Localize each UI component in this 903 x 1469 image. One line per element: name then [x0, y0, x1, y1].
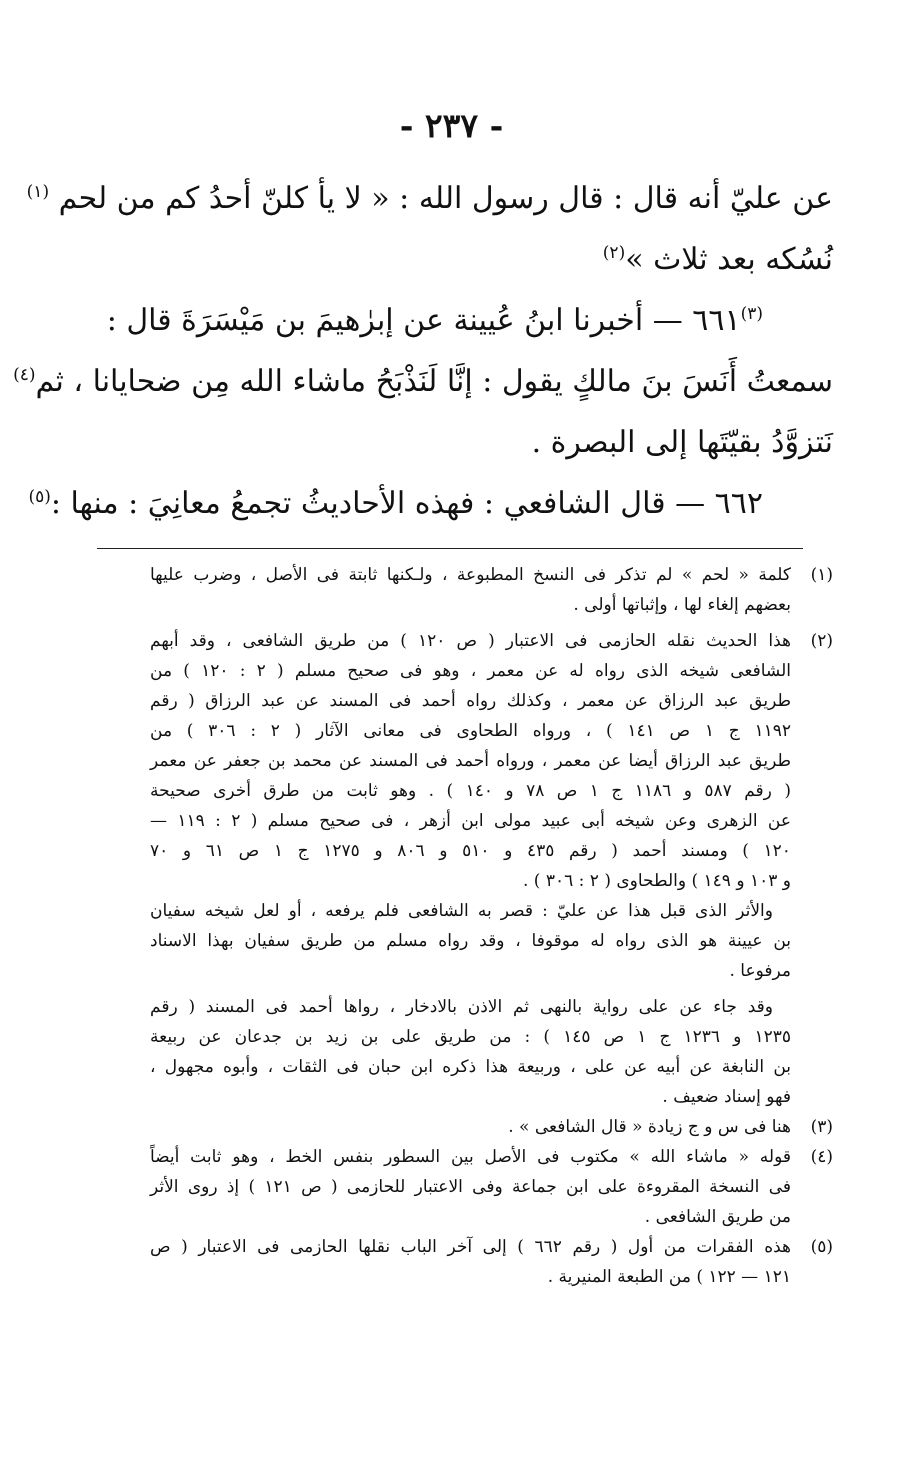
footnote-2-para3-line-3: بن النابغة عن أبيه عن على ، وربيعة هذا ذكره ابن حبان فى الثقات ، وأبوه مجهول ، — [150, 1057, 791, 1077]
footnote-2-line-9: و ١٠٣ و ١٤٩ ) والطحاوى ( ٢ : ٣٠٦ ) . — [522, 871, 791, 891]
footnote-5-line-2: ١٢١ — ١٢٢ ) من الطبعة المنيرية . — [547, 1267, 791, 1287]
main-line-3-text: ٦٦١ — أخبرنا ابنُ عُيينة عن إبرٰهيمَ بن مَيْسَرَةَ قال : — [106, 303, 741, 338]
main-line-2-text: نُسُكه بعد ثلاث » — [625, 242, 833, 277]
footnote-5-number: (٥) — [810, 1237, 833, 1257]
main-line-1-text: عن عليّ أنه قال : قال رسول الله : « لا يأ كلنّ أحدُ كم من لحم — [58, 181, 833, 216]
footnote-2-line-8: ١٢٠ ) ومسند أحمد ( رقم ٤٣٥ و ٥١٠ و ٨٠٦ و ١٢٧٥ ج ١ ص ٦١ و ٧٠ — [150, 841, 791, 861]
main-line-4-text: سمعتُ أَنَسَ بنَ مالكٍ يقول : إنَّا لَنَذْبَحُ ماشاء الله مِن ضحايانا ، ثم — [35, 364, 833, 399]
footnote-2-line-7: عن الزهرى وعن شيخه أبى عبيد مولى ابن أزهر ، فى صحيح مسلم ( ٢ : ١١٩ — — [150, 811, 792, 831]
footnotes — [150, 560, 833, 1292]
footnote-4 — [150, 1142, 833, 1172]
footnote-1 — [150, 560, 833, 590]
footnote-3-line-1: هنا فى س و ج زيادة « قال الشافعى » . — [508, 1117, 791, 1137]
footnote-2-line-4: ١١٩٢ ج ١ ص ١٤١ ) ، ورواه الطحاوى فى معانى الآثار ( ٢ : ٣٠٦ ) من — [150, 721, 791, 741]
footnote-4-line-2: فى النسخة المقروءة على ابن جماعة وفى الاعتبار للحازمى ( ص ١٢١ ) إذ روى الأثر — [150, 1177, 792, 1197]
footnote-marker-1: (١) — [26, 182, 50, 202]
footnote-marker-2: (٢) — [602, 243, 626, 263]
page-number: - ٢٣٧ - — [399, 106, 504, 145]
footnote-5 — [150, 1232, 833, 1262]
footnote-3-number: (٣) — [810, 1117, 833, 1137]
footnote-2-para3-line-1: وقد جاء عن على رواية بالنهى ثم الاذن بالادخار ، رواها أحمد فى المسند ( رقم — [150, 997, 773, 1017]
footnote-marker-3: (٣) — [740, 304, 763, 324]
footnote-2-para2-line-1: والأثر الذى قبل هذا عن عليّ : قصر به الشافعى فلم يرفعه ، أو لعل شيخه سفيان — [150, 901, 773, 921]
footnote-4-number: (٤) — [810, 1147, 833, 1167]
footnote-2-line-5: طريق عبد الرزاق أيضا عن معمر ، ورواه أحمد فى المسند عن محمد بن جعفر عن معمر — [150, 751, 791, 771]
footnote-2 — [150, 626, 833, 656]
footnote-marker-5: (٥) — [28, 487, 51, 507]
main-line-6-text: ٦٦٢ — قال الشافعي : فهذه الأحاديثُ تجمعُ معانِيَ : منها : — [50, 486, 763, 521]
footnote-1-line-1: كلمة « لحم » لم تذكر فى النسخ المطبوعة ، ولـكنها ثابتة فى الأصل ، وضرب عليها — [150, 565, 791, 585]
main-line-1 — [26, 168, 833, 229]
footnote-separator — [97, 548, 803, 549]
footnote-2-line-3: طريق عبد الرزاق عن معمر ، وكذلك رواه أحمد فى المسند عن عبد الرزاق ( رقم — [150, 691, 791, 711]
footnote-2-para2-line-2: بن عيينة هو الذى رواه له موقوفا ، وقد رواه مسلم من طريق سفيان بهذا الاسناد — [150, 931, 791, 951]
main-line-2 — [150, 229, 833, 290]
main-text — [13, 168, 833, 534]
footnote-1-line-2: بعضهم إلغاء لها ، وإثباتها أولى . — [573, 595, 791, 615]
main-line-6 — [28, 473, 833, 534]
footnote-4-line-3: من طريق الشافعى . — [644, 1207, 791, 1227]
main-line-4 — [13, 351, 833, 412]
footnote-2-para3-line-2: ١٢٣٥ و ١٢٣٦ ج ١ ص ١٤٥ ) : من طريق على بن زيد بن جدعان عن ربيعة — [150, 1027, 791, 1047]
main-line-3 — [106, 290, 833, 351]
main-line-5-text: نَتزوَّدُ بقيّتَها إلى البصرة . — [531, 425, 833, 460]
footnote-1-number: (١) — [810, 565, 833, 585]
footnote-2-number: (٢) — [810, 631, 833, 651]
footnote-2-line-2: الشافعى شيخه الذى رواه له عن معمر ، وهو فى صحيح مسلم ( ٢ : ١٢٠ ) من — [150, 661, 791, 681]
footnote-2-para3-line-4: فهو إسناد ضعيف . — [662, 1087, 791, 1107]
footnote-2-line-1: هذا الحديث نقله الحازمى فى الاعتبار ( ص ١٢٠ ) من طريق الشافعى ، وقد أبهم — [150, 631, 792, 651]
footnote-5-line-1: هذه الفقرات من أول ( رقم ٦٦٢ ) إلى آخر الباب نقلها الحازمى فى الاعتبار ( ص — [150, 1237, 791, 1257]
main-line-5 — [150, 412, 833, 473]
footnote-4-line-1: قوله « ماشاء الله » مكتوب فى الأصل بين السطور بنفس الخط ، وهو ثابت أيضاً — [150, 1147, 791, 1167]
footnote-marker-4: (٤) — [13, 365, 36, 385]
footnote-3 — [150, 1112, 833, 1142]
footnote-2-para2-line-3: مرفوعا . — [729, 961, 791, 981]
footnote-2-line-6: ( رقم ٥٨٧ و ١١٨٦ ج ١ ص ٧٨ و ١٤٠ ) . وهو ثابت من طرق أخرى صحيحة — [150, 781, 791, 801]
